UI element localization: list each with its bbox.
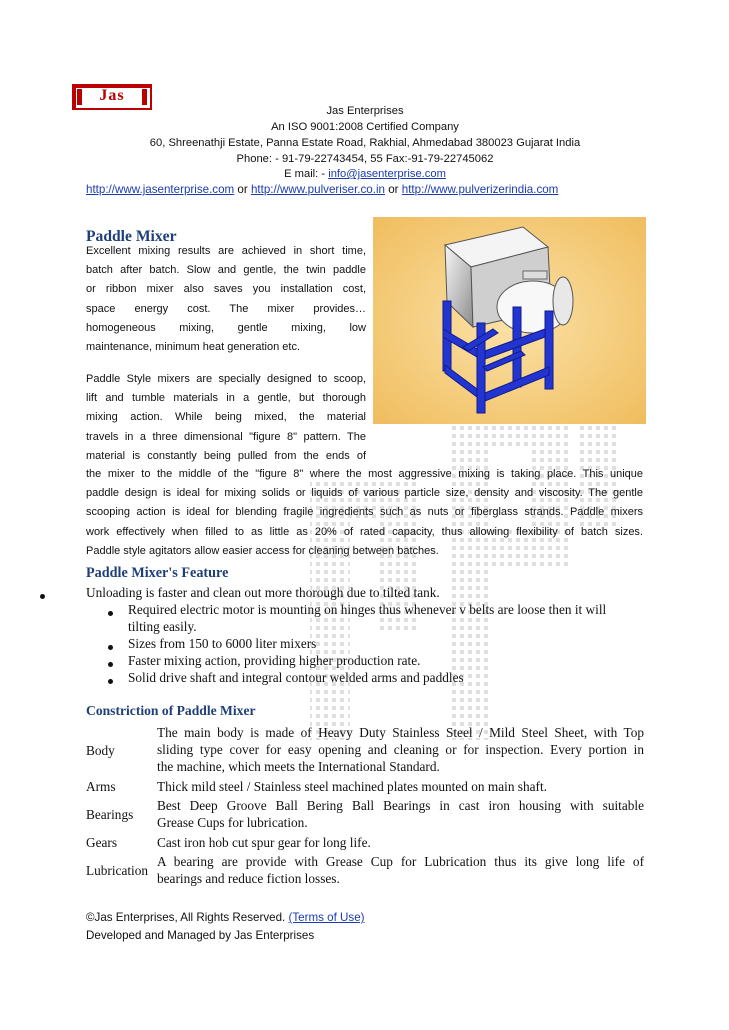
intro-paragraph-2-continued: the mixer to the middle of the "figure 8" where the most aggressive mixing is taking place. This unique paddle design is ideal for mixing solids or liquids of various particle size, density and viscosity. The gentle scooping action is ideal for blending fragile ingredients such as nuts or fiberglass strands. Paddle mixers work effectively when filled to as little as 20% of rated capacity, thus allowing flexibility of batch sizes. Paddle style agitators allow easier access for cleaning between batches. (86, 468, 643, 557)
spec-label-lubrication: Lubrication (86, 863, 149, 878)
email-line: E mail: - info@jasenterprise.com (284, 168, 446, 180)
section-title-construction: Constriction of Paddle Mixer (86, 703, 256, 718)
feature-item-3: Faster mixing action, providing higher production rate. (128, 653, 421, 668)
bullet-icon (108, 645, 113, 650)
email-link[interactable]: info@jasenterprise.com (328, 168, 446, 180)
spec-value-arms: Thick mild steel / Stainless steel machined plates mounted on main shaft. (157, 779, 547, 794)
website-links: http://www.jasenterprise.com or http://www.pulveriser.co.in or http://www.pulverizerindia.com (86, 183, 559, 196)
feature-item-2: Sizes from 150 to 6000 liter mixers (128, 636, 317, 651)
website-link-pulverizerindia[interactable]: http://www.pulverizerindia.com (401, 183, 559, 196)
spec-label-bearings: Bearings (86, 807, 134, 822)
website-link-pulveriser[interactable]: http://www.pulveriser.co.in (250, 183, 385, 196)
bullet-icon (40, 594, 45, 599)
certification-text: An ISO 9001:2008 Certified Company (271, 121, 459, 133)
intro-paragraph-1: Excellent mixing results are achieved in short time, batch after batch. Slow and gentle, the twin paddle or ribbon mixer also saves you installation cost, space energy cost. The mixer provides… homogeneous mixing, gentle mixing, low maintenance, minimum heat generation etc. (86, 245, 366, 354)
spec-value-bearings: Best Deep Groove Ball Bering Ball Bearings in cast iron housing with suitable Grease Cups for lubrication. (157, 798, 644, 830)
spec-label-gears: Gears (86, 835, 118, 850)
company-name: Jas Enterprises (326, 105, 404, 117)
section-title-features: Paddle Mixer's Feature (86, 565, 229, 581)
section-title-paddle-mixer: Paddle Mixer (86, 228, 177, 245)
terms-of-use-link[interactable]: (Terms of Use) (288, 911, 365, 924)
paddle-mixer-image (373, 217, 646, 424)
bullet-icon (108, 662, 113, 667)
spec-value-gears: Cast iron hob cut spur gear for long life. (157, 835, 371, 850)
feature-item-4: Solid drive shaft and integral contour welded arms and paddles (128, 670, 464, 685)
footer-copyright: ©Jas Enterprises, All Rights Reserved. (Terms of Use) (86, 911, 365, 924)
company-logo: Jas (72, 84, 152, 110)
spec-label-arms: Arms (86, 779, 116, 794)
bullet-icon (108, 611, 113, 616)
spec-value-lubrication: A bearing are provide with Grease Cup for Lubrication thus its give long life of bearings and reduce fiction losses. (157, 854, 644, 886)
bullet-icon (108, 679, 113, 684)
footer-developed-by: Developed and Managed by Jas Enterprises (86, 929, 315, 942)
feature-item-1: Required electric motor is mounting on hinges thus whenever v belts are loose then it will tilting easily. (128, 602, 607, 634)
phone-text: Phone: - 91-79-22743454, 55 Fax:-91-79-22745062 (236, 153, 494, 165)
spec-label-body: Body (86, 743, 115, 758)
website-link-jasenterprise[interactable]: http://www.jasenterprise.com (86, 183, 235, 196)
feature-item-0: Unloading is faster and clean out more thorough due to tilted tank. (86, 585, 440, 600)
intro-paragraph-2: Paddle Style mixers are specially designed to scoop, lift and tumble materials in a gentle, but thorough mixing action. While being mixed, the material travels in a three dimensional "figure 8" pattern. The material is constantly being pulled from the ends of (86, 373, 366, 462)
address-text: 60, Shreenathji Estate, Panna Estate Road, Rakhial, Ahmedabad 380023 Gujarat India (149, 137, 581, 149)
spec-value-body: The main body is made of Heavy Duty Stainless Steel / Mild Steel Sheet, with Top sliding type cover for easy opening and cleaning or for inspection. Every portion in the machine, which meets the International Standard. (157, 725, 644, 774)
